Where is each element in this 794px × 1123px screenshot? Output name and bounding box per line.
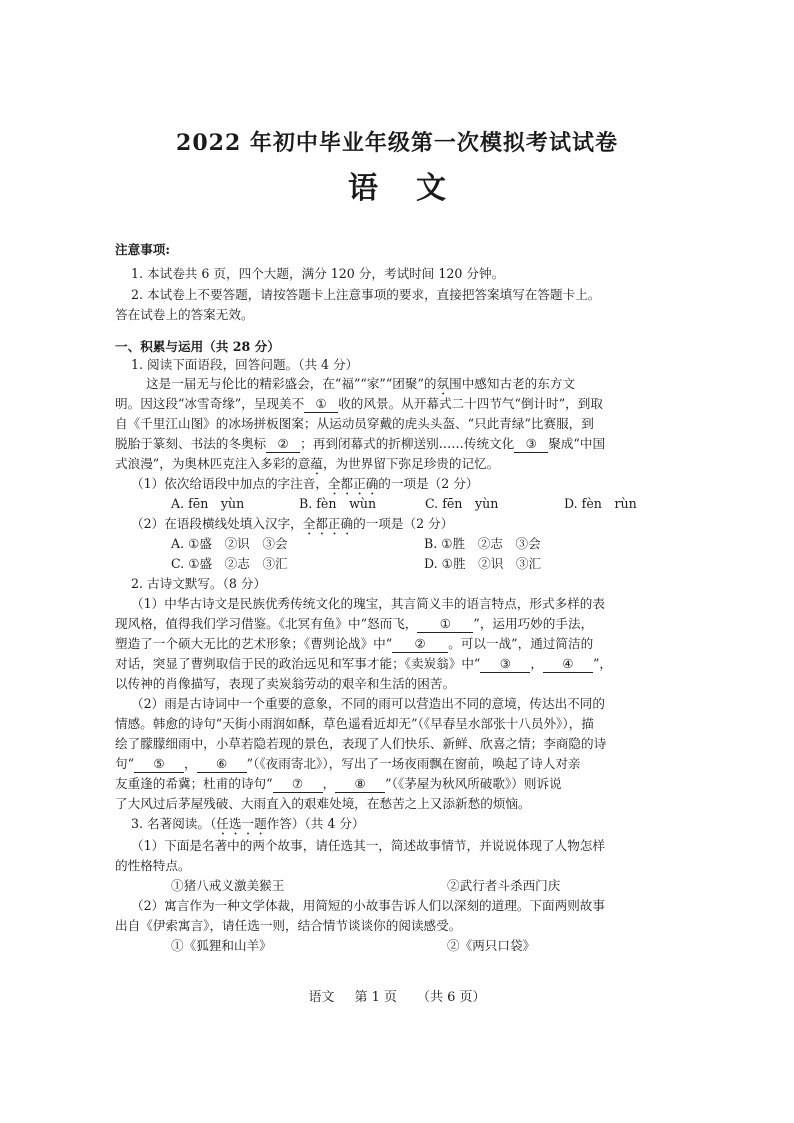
text: 脱胎于篆刻、书法的冬奥标 [115, 436, 267, 451]
subject-title: 语文 [348, 171, 484, 206]
q2-line [115, 774, 562, 794]
q2-title: 2. 古诗文默写。（8 分） [131, 576, 267, 591]
blank-1: ① [417, 616, 473, 633]
text: 。可以一战”，通过简洁的 [448, 636, 594, 651]
blank-2: ② [392, 636, 448, 653]
text: 式浪漫”，为奥林匹克注入多彩的意 [115, 456, 311, 471]
section-1-heading: 一、积累与运用（共 28 分） [115, 339, 280, 354]
notice-item-2-cont: 答在试卷上的答案无效。 [115, 307, 254, 322]
option-c: C. ①盛 ②志 ③汇 [171, 556, 288, 571]
q2-line: 绘了朦朦细雨中，小草若隐若现的景色，表现了人们快乐、新鲜、欣喜之情；李商隐的诗 [115, 736, 607, 751]
blank-1: ① [304, 396, 338, 413]
text: （2）在语段横线处填入汉字， [131, 516, 303, 531]
text: 围中感知古老的东方文 [449, 376, 576, 391]
blank-3: ③ [514, 436, 548, 453]
text: ”， [592, 656, 612, 671]
blank-5: ⑤ [134, 756, 184, 773]
q1-title: 1. 阅读下面语段，回答问题。（共 4 分） [131, 357, 359, 372]
exam-title: 2022 年初中毕业年级第一次模拟考试试卷 [176, 130, 618, 156]
q2-line [115, 614, 593, 634]
q3-line: 出自《伊索寓言》，请任选一则，结合情节谈谈你的阅读感受。 [115, 918, 462, 933]
text: 的一项是（2 分） [353, 516, 454, 531]
blank-2: ② [266, 436, 300, 453]
option-a: A. ①盛 ②识 ③会 [171, 536, 288, 551]
blank-6: ⑥ [197, 756, 247, 773]
text: ”（《夜雨寄北》），写出了一场夜雨飘在窗前，唤起了诗人对亲 [246, 756, 581, 771]
text: （1）依次给语段中加点的字注音， [131, 476, 328, 491]
blank-8: ⑧ [335, 776, 385, 793]
comma: ， [184, 756, 197, 771]
q1-passage-line: 自《千里江山图》的冰场拼板图案；从运动员穿戴的虎头头盔、“只此青绿”比赛服，到 [115, 416, 594, 431]
option-c: C. fēn yùn [425, 496, 499, 511]
dotted-char: 蕴 [310, 456, 323, 471]
blank-3: ③ [480, 656, 530, 673]
q2-line: 以传神的肖像描写，表现了卖炭翁劳动的艰辛和生活的困苦。 [115, 676, 456, 691]
option-b: B. ①胜 ②志 ③会 [424, 536, 541, 551]
text: 的一项是（2 分） [378, 476, 479, 491]
text: 聚成“中国 [548, 436, 606, 451]
blank-4: ④ [543, 656, 593, 673]
comma: ， [530, 656, 543, 671]
footer-total: （共 6 页） [417, 990, 486, 1005]
footer-page: 第 1 页 [354, 990, 397, 1005]
notice-heading: 注意事项: [115, 242, 171, 257]
text: 现风格，值得我们学习借鉴。《北冥有鱼》中“怒而飞， [115, 616, 418, 631]
q1-passage-line [115, 434, 605, 454]
dotted-text: 全都正确 [302, 516, 354, 531]
notice-item-1: 1. 本试卷共 6 页，四个大题，满分 120 分，考试时间 120 分钟。 [131, 266, 505, 281]
q1-passage-line [115, 394, 603, 414]
text: 对话，突显了曹刿取信于民的政治远见和军事才能；《卖炭翁》中“ [115, 656, 481, 671]
q2-line: 情感。韩愈的诗句“天街小雨润如酥，草色遥看近却无”（《早春呈水部张十八员外》），描 [115, 716, 594, 731]
q2-line [115, 654, 612, 674]
blank-7: ⑦ [273, 776, 323, 793]
text: 明。因这段“冰雪奇缘”，呈现美不 [115, 396, 305, 411]
text: 3. 名著阅读。（ [131, 816, 217, 831]
text: 友重逢的希冀；杜甫的诗句“ [115, 776, 273, 791]
q3-option-2: ②武行者斗杀西门庆 [447, 878, 561, 893]
text: ，为世界留下弥足珍贵的记忆。 [322, 456, 500, 471]
text: ”，运用巧妙的手法， [473, 616, 594, 631]
option-d: D. ①胜 ②识 ③汇 [424, 556, 542, 571]
q2-line [115, 634, 593, 654]
text: ；再到闭幕式的折柳送别……传统文化 [300, 436, 515, 451]
q3-line: （1）下面是名著中的两个故事，请任选其一，简述故事情节，并说说体现了人物怎样 [131, 838, 605, 853]
q3-line: 的性格特点。 [115, 858, 191, 873]
footer-subject: 语文 [308, 990, 335, 1005]
text: 这是一届无与伦比的精彩盛会，在“福”“家”“团聚”的 [146, 376, 437, 391]
q3-option-3: ①《狐狸和山羊》 [171, 938, 272, 953]
notice-item-2: 2. 本试卷上不要答题，请按答题卡上注意事项的要求，直接把答案填写在答题卡上。 [131, 287, 601, 302]
option-d: D. fèn rùn [564, 496, 637, 511]
option-b: B. fèn wùn [299, 496, 377, 511]
dotted-char: 氛 [436, 376, 450, 391]
text: 塑造了一个硕大无比的艺术形象；《曹刿论战》中“ [115, 636, 393, 651]
comma: ， [322, 776, 336, 791]
option-a: A. fēn yùn [171, 496, 245, 511]
text: 句“ [115, 756, 135, 771]
page-footer [0, 986, 794, 1005]
q3-option-1: ①猪八戒义激美猴王 [171, 878, 285, 893]
q2-line: （2）雨是古诗词中一个重要的意象，不同的雨可以营造出不同的意境，传达出不同的 [131, 696, 605, 711]
q3-title [131, 814, 365, 838]
q3-line: （2）寓言作为一种文学体裁，用简短的小故事告诉人们以深刻的道理。下面两则故事 [131, 898, 605, 913]
text: 收的风景。从开幕式二十四节气“倒计时”，到取 [338, 396, 603, 411]
dotted-text: 任选一题 [216, 816, 267, 831]
q3-option-4: ②《两只口袋》 [447, 938, 536, 953]
dotted-text: 全都正确 [327, 476, 379, 491]
text: ”（《茅屋为秋风所破歌》）则诉说 [385, 776, 562, 791]
q2-line: （1）中华古诗文是民族优秀传统文化的瑰宝，其言简义丰的语言特点，形式多样的表 [131, 596, 605, 611]
q2-line: 了大风过后茅屋残破、大雨直入的艰难处境，在愁苦之上又添新愁的烦恼。 [115, 796, 531, 811]
q2-line [115, 754, 581, 774]
text: 作答）（共 4 分） [266, 816, 365, 831]
